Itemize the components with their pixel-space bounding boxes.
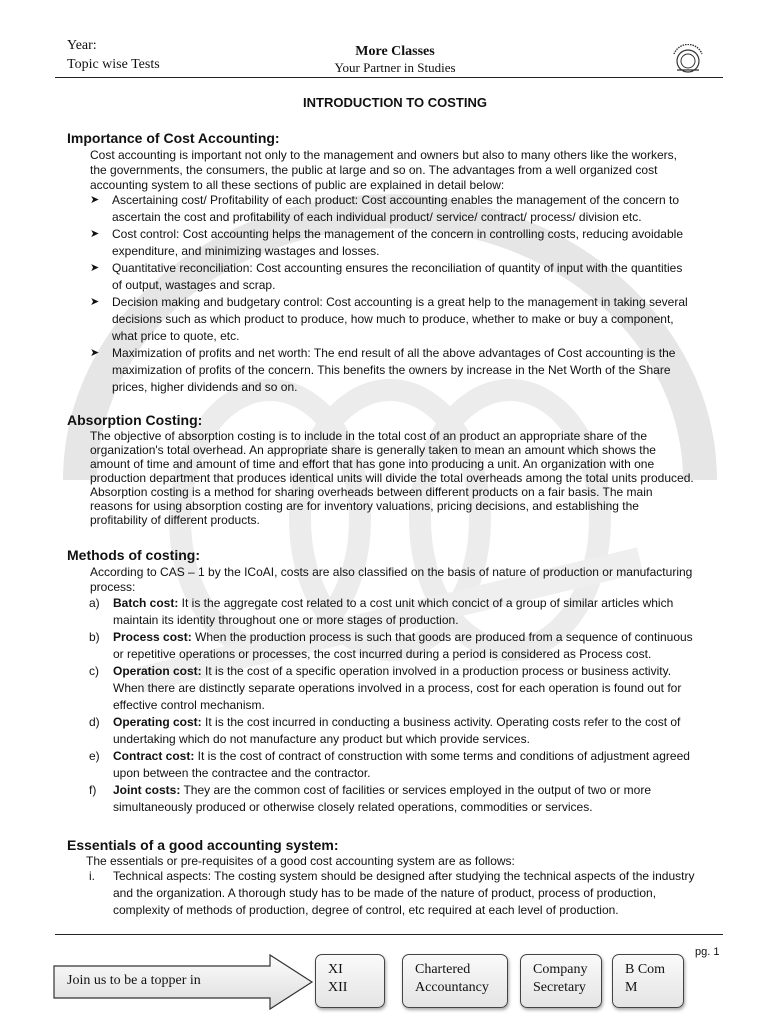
list-item <box>89 714 733 748</box>
text-line: profitability of different products. <box>90 513 260 527</box>
footer-box-company-secretary[interactable] <box>520 954 602 1008</box>
list-item <box>90 192 732 226</box>
essentials-list <box>89 868 733 919</box>
text-line: of output, wastages and scrap. <box>112 278 276 292</box>
text-line: ascertain the cost and profitability of each individual product/ service/ contract/ process/ division etc. <box>112 210 642 224</box>
text-line: It is the cost of contract of construction with some terms and conditions of adjustment agreed <box>194 749 690 763</box>
header-left <box>67 36 160 74</box>
list-item <box>89 595 733 629</box>
year-label: Year: <box>67 38 97 53</box>
footer-join-text: Join us to be a topper in <box>67 973 201 988</box>
text-line: effective control mechanism. <box>113 698 265 712</box>
list-marker: e) <box>89 749 100 763</box>
arrow-bullet-icon: ➤ <box>90 347 100 359</box>
text-line: amount of time and amount of time and effort that has gone into producing a unit. An organization with one <box>90 457 655 471</box>
list-item <box>90 345 732 396</box>
text-line: maintain its identity throughout one or more stages of production. <box>113 613 459 627</box>
brand-name: More Classes <box>355 44 435 59</box>
box-line: M <box>625 980 638 995</box>
list-item <box>89 663 733 714</box>
term-label: Operating cost: <box>113 715 202 729</box>
importance-intro <box>90 148 730 193</box>
footer-box-chartered-accountancy[interactable] <box>402 954 508 1008</box>
text-line: Ascertaining cost/ Profitability of each product: Cost accounting enables the management of the concern to <box>112 193 679 207</box>
header-divider <box>55 77 723 78</box>
essentials-intro: The essentials or pre-requisites of a good cost accounting system are as follows: <box>86 854 515 868</box>
list-marker: i. <box>89 869 95 883</box>
list-marker: c) <box>89 664 99 678</box>
text-line: Quantitative reconciliation: Cost accounting ensures the reconciliation of quantity of input with the quantities <box>112 261 683 275</box>
arrow-bullet-icon: ➤ <box>90 262 100 274</box>
text-line: maximization of profits of the concern. This benefits the owners by increase in the Net Worth of the Share <box>112 363 671 377</box>
text-line: prices, higher dividends and so on. <box>112 380 298 394</box>
list-item <box>89 748 733 782</box>
text-line: It is the cost of a specific operation involved in a production process or business activity. <box>201 664 672 678</box>
arrow-bullet-icon: ➤ <box>90 228 100 240</box>
text-line: expenditure, and minimizing wastages and losses. <box>112 244 380 258</box>
text-line: decisions such as which product to produce, how much to produce, whether to make or buy a component, <box>112 312 674 326</box>
section-heading-importance: Importance of Cost Accounting: <box>67 130 280 146</box>
importance-list <box>90 192 732 396</box>
list-marker: b) <box>89 630 100 644</box>
text-line: According to CAS – 1 by the ICoAI, costs are also classified on the basis of nature of production or manufacturing <box>90 565 693 579</box>
text-line: Maximization of profits and net worth: The end result of all the above advantages of Cost accounting is the <box>112 346 676 360</box>
box-line: Company <box>533 962 588 977</box>
text-line: It is the aggregate cost related to a cost unit which concict of a group of similar articles which <box>178 596 674 610</box>
brand-tagline: Your Partner in Studies <box>334 60 456 75</box>
section-heading-methods: Methods of costing: <box>67 547 200 563</box>
box-line: XI <box>328 962 343 977</box>
list-marker: a) <box>89 596 100 610</box>
arrow-bullet-icon: ➤ <box>90 194 100 206</box>
list-item <box>90 294 732 345</box>
text-line: They are the common cost of facilities or services employed in the output of two or more <box>180 783 652 797</box>
list-marker: f) <box>89 783 97 797</box>
brand-logo-icon <box>668 44 708 74</box>
term-label: Joint costs: <box>113 783 181 797</box>
section-heading-essentials: Essentials of a good accounting system: <box>67 837 339 853</box>
footer-divider <box>55 934 723 935</box>
page-title: INTRODUCTION TO COSTING <box>303 95 487 110</box>
text-line: When the production process is such that goods are produced from a sequence of continuous <box>191 630 693 644</box>
list-item <box>89 868 733 919</box>
box-line: Secretary <box>533 980 586 995</box>
text-line: process: <box>90 580 136 594</box>
text-line: or repetitive operations or processes, the cost incurred during a period is considered as Process cost. <box>113 647 652 661</box>
text-line: the governments, the consumers, the public at large and so on. The advantages from a well organized cost <box>90 163 658 177</box>
text-line: Decision making and budgetary control: Cost accounting is a great help to the management in taking several <box>112 295 688 309</box>
list-marker: d) <box>89 715 100 729</box>
methods-intro <box>90 565 730 595</box>
term-label: Operation cost: <box>113 664 202 678</box>
section-heading-absorption: Absorption Costing: <box>67 412 203 428</box>
text-line: Cost accounting is important not only to the management and owners but also to many others like the workers, <box>90 148 677 162</box>
text-line: complexity of methods of production, degree of control, etc required at each level of production. <box>113 903 619 917</box>
list-item <box>90 260 732 294</box>
list-item <box>89 782 733 816</box>
topic-label: Topic wise Tests <box>67 57 160 72</box>
box-line: Chartered <box>415 962 471 977</box>
list-item <box>89 629 733 663</box>
term-label: Contract cost: <box>113 749 195 763</box>
text-line: The objective of absorption costing is to include in the total cost of an product an appropriate share of the <box>90 429 648 443</box>
text-line: production department that produces identical units will divide the total overheads among the total units produced. <box>90 471 694 485</box>
methods-list <box>89 595 733 816</box>
footer-box-xi-xii[interactable] <box>315 954 385 1008</box>
footer-box-bcom[interactable] <box>612 954 684 1008</box>
text-line: reasons for using absorption costing are for inventory valuations, pricing decisions, and establishing the <box>90 499 639 513</box>
text-line: simultaneously produced or otherwise closely related operations, commodities or services. <box>113 800 593 814</box>
header-center <box>230 44 560 76</box>
list-item <box>90 226 732 260</box>
text-line: Cost control: Cost accounting helps the management of the concern in controlling costs, reducing avoidable <box>112 227 683 241</box>
page-number: pg. 1 <box>695 946 720 958</box>
text-line: upon between the contractee and the contractor. <box>113 766 371 780</box>
text-line: organization's total overhead. An appropriate share is generally taken to mean an amount which shows the <box>90 443 656 457</box>
text-line: When there are distinctly separate operations involved in a process, cost for each operation is found out for <box>113 681 682 695</box>
text-line: Absorption costing is a method for sharing overheads between different products on a fair basis. The main <box>90 485 653 499</box>
text-line: what price to quote, etc. <box>112 329 240 343</box>
absorption-text <box>90 429 730 527</box>
box-line: Accountancy <box>415 980 489 995</box>
term-label: Batch cost: <box>113 596 179 610</box>
box-line: B Com <box>625 962 666 977</box>
text-line: Technical aspects: The costing system should be designed after studying the technical aspects of the industry <box>113 869 695 883</box>
box-line: XII <box>328 980 348 995</box>
text-line: It is the cost incurred in conducting a business activity. Operating costs refer to the cost of <box>201 715 681 729</box>
text-line: undertaking which do not manufacture any product but which provide services. <box>113 732 530 746</box>
arrow-bullet-icon: ➤ <box>90 296 100 308</box>
term-label: Process cost: <box>113 630 192 644</box>
text-line: accounting system to all these sections of public are explained in detail below: <box>90 178 505 192</box>
text-line: and the organization. A thorough study has to be made of the nature of product, process of production, <box>113 886 657 900</box>
